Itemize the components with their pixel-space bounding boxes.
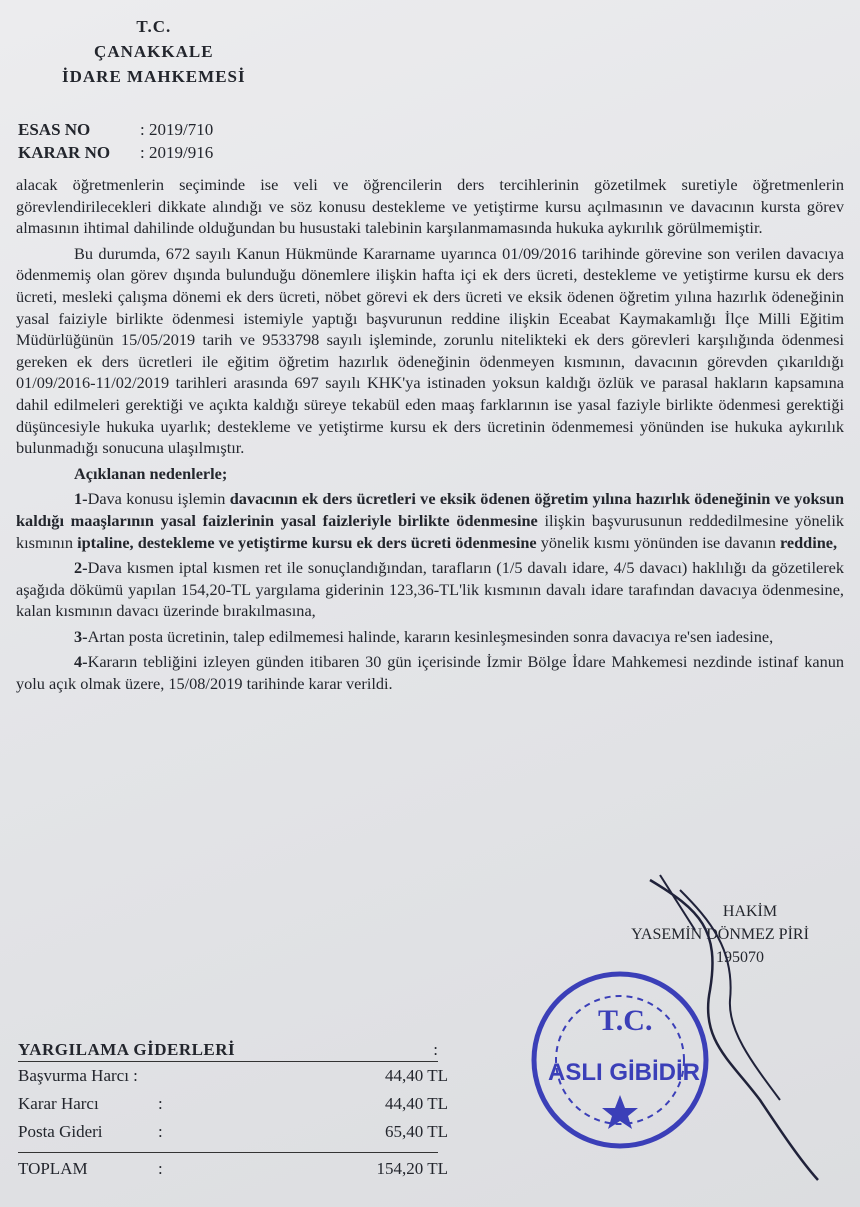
cost-label: Başvurma Harcı : (18, 1066, 138, 1085)
court-header (62, 14, 246, 89)
cost-amount: 44,40 TL (385, 1066, 448, 1085)
decision-2-text: Dava kısmen iptal kısmen ret ile sonuçlandığından, tarafların (1/5 davalı idare, 4/5 davacı) haklılığı da gözetilerek aşağıda dökümü yapılan 154,20-TL yargılama giderinin 123,36-TL'lik kısmının davalı idare tarafından davacıya ödenmesine, kalan kısmının davacı üzerinde bırakılmasına, (16, 558, 844, 621)
decision-2-number: 2- (74, 558, 88, 578)
decision-1-number: 1- (74, 489, 88, 509)
total-divider (18, 1152, 438, 1153)
esas-label: ESAS NO (18, 120, 91, 139)
judge-title: HAKİM (722, 903, 778, 920)
karar-value: : 2019/916 (140, 143, 214, 162)
decision-4 (16, 651, 844, 694)
karar-row (18, 141, 213, 164)
decision-1-text-d: iptaline, destekleme ve yetiştirme kursu ek ders ücreti ödenmesine (77, 532, 537, 552)
paragraph-2: Bu durumda, 672 sayılı Kanun Hükmünde Kararname uyarınca 01/09/2016 tarihinde görevine son verilen davacıya ödenmemiş olan görev dışında bulunduğu dönemlere ilişkin hafta içi ek ders ücreti, destekleme ve yetiştirme kursu ek ders ücreti, mesleki çalışma dönemi ek ders ücreti, nöbet görevi ek ders ücreti ve eksik ödenen öğretim yılına hazırlık ödeneğinin yasal faiziyle birlikte ödenmesi istemiyle yaptığı başvurunun reddine ilişkin Eceabat Kaymakamlığı İlçe Milli Eğitim Müdürlüğünün 15/05/2019 tarih ve 9533798 sayılı işleminde, zorunlu nitelikteki ek ders görevleri karşılığında ödenmesi gereken ek ders ücretleri ile eğitim öğretim hazırlık ödeneğinin ödenmeyen kısmının, davacının görevden çıkarıldığı 01/09/2016-11/02/2019 tarihleri arasında 697 sayılı KHK'ya istinaden yoksun kaldığı özlük ve parasal hakların kapsamına dahil edilmeleri gerektiği ve açıkta kaldığı süreye tekabül eden maaş farklarının ise yasal faziyle birlikte ödenmesi gerektiği düşüncesiyle hukuka uyarlık; destekleme ve yetiştirme kursu ek ders ücretinin ödenmemesi yönünden ise hukuka aykırılık bulunmadığı sonucuna ulaşılmıştır. (16, 243, 844, 458)
decision-1-text-f: reddine, (779, 532, 838, 552)
cost-colon: : (158, 1094, 163, 1113)
decision-3-number: 3- (74, 626, 88, 646)
cost-row (18, 1090, 458, 1118)
decision-4-text: Kararın tebliğini izleyen günden itibaren 30 gün içerisinde İzmir Bölge İdare Mahkemesi nezdinde istinaf kanun yolu açık olmak üzere, 15/08/2019 tarihinde karar verildi. (16, 652, 844, 694)
decision-3-text: Artan posta ücretinin, talep edilmemesi halinde, kararın kesinleşmesinden sonra davacıya re'sen iadesine, (87, 626, 774, 646)
stamp-text-main: ASLI GİBİDİR (548, 1059, 701, 1086)
costs-title-colon: : (273, 1040, 438, 1062)
cost-label: Posta Gideri (18, 1122, 103, 1141)
costs-table (18, 1040, 458, 1183)
case-meta (18, 118, 213, 164)
esas-row (18, 118, 213, 141)
judge-name: YASEMİN DÖNMEZ PİRİ (631, 926, 809, 943)
cost-amount: 65,40 TL (385, 1122, 448, 1141)
costs-title: YARGILAMA GİDERLERİ (18, 1040, 273, 1062)
cost-colon: : (158, 1122, 163, 1141)
cost-amount: 44,40 TL (385, 1094, 448, 1113)
total-label: TOPLAM (18, 1159, 88, 1178)
karar-label: KARAR NO (18, 143, 111, 162)
cost-row (18, 1118, 458, 1146)
cost-label: Karar Harcı (18, 1094, 99, 1113)
cost-total-row (18, 1155, 458, 1183)
header-court: İDARE MAHKEMESİ (62, 67, 246, 86)
decision-4-number: 4- (74, 652, 88, 672)
costs-header (18, 1040, 458, 1062)
decision-2 (16, 557, 844, 622)
official-stamp (520, 960, 720, 1160)
total-amount: 154,20 TL (376, 1159, 448, 1178)
header-city: ÇANAKKALE (94, 42, 214, 61)
header-tc: T.C. (136, 17, 172, 36)
decision-3 (16, 626, 844, 648)
document-body (16, 174, 844, 695)
esas-value: : 2019/710 (140, 120, 214, 139)
stamp-text-top: T.C. (598, 1004, 653, 1037)
decision-1-text-c: ilişkin başvurusunun reddedilmesine yönelik kısmının (16, 510, 844, 552)
decision-heading: Açıklanan nedenlerle; (74, 463, 228, 483)
total-colon: : (158, 1159, 163, 1178)
decision-1 (16, 488, 844, 553)
decision-1-text-e: yönelik kısmı yönünden ise davanın (536, 532, 780, 552)
decision-1-text-a: Dava konusu işlemin (87, 489, 230, 509)
cost-row (18, 1062, 458, 1090)
decision-1-text-b: davacının ek ders ücretleri ve eksik ödenen öğretim yılına hazırlık ödeneğinin ve yoksun kaldığı maaşlarının yasal faizlerinin yasal faizleriyle birlikte ödenmesine (16, 489, 844, 530)
judge-number: 195070 (716, 949, 764, 966)
paragraph-1: alacak öğretmenlerin seçiminde ise veli ve öğrencilerin ders tercihlerinin gözetilmek suretiyle öğretmenlerin görevlendirilecekleri dikkate alındığı ve söz konusu destekleme ve yetiştirme kursu açılmasının ve davacının kursta görev almasının ihtimal dahilinde olduğundan bu husustaki talebinin karşılanmamasında hukuka aykırılık görülmemiştir. (16, 175, 844, 238)
